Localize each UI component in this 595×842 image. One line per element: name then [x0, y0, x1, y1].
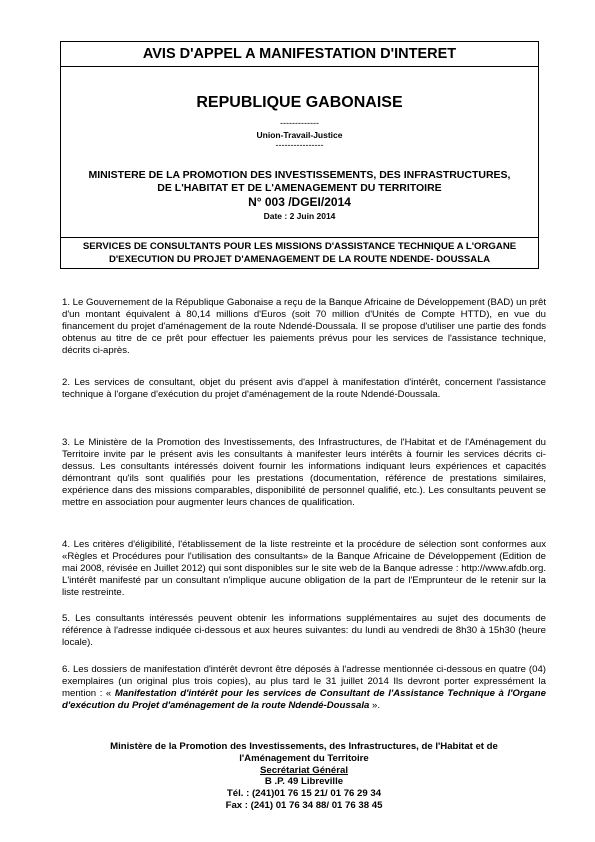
- services-title-line2: D'EXECUTION DU PROJET D'AMENAGEMENT DE LA ROUTE NDENDE- DOUSSALA: [108, 253, 491, 265]
- services-title-line1: SERVICES DE CONSULTANTS POUR LES MISSIONS D'ASSISTANCE TECHNIQUE A L'ORGANE: [82, 241, 517, 252]
- paragraph-6-text: 6. Les dossiers de manifestation d'intérêt devront être déposés à l'adresse mentionnée ci-dessous en quatre (04) exemplaires (un original plus trois copies), au plus tard le 31 juillet 2014 Ils devront porter expressément la mention : «: [62, 664, 546, 699]
- contact-fax: Fax : (241) 01 76 34 88/ 01 76 38 45: [225, 799, 383, 811]
- contact-phone: Tél. : (241)01 76 15 21/ 01 76 29 34: [226, 788, 382, 800]
- paragraph-5: 5. Les consultants intéressés peuvent obtenir les informations supplémentaires au sujet des documents de référence à l'adresse indiquée ci-dessous et aux heures suivantes: du lundi au vendredi de 8h30 à 15h30 (heure locale).: [62, 613, 546, 648]
- header-box: [60, 41, 539, 269]
- ministry-name-line1: MINISTERE DE LA PROMOTION DES INVESTISSEMENTS, DES INFRASTRUCTURES,: [88, 169, 511, 181]
- paragraph-6-emphasis: Manifestation d'intérêt pour les services de Consultant de l'Assistance Technique à l'Organe d'exécution du Projet d'aménagement de la route Ndendé-Doussala: [62, 688, 546, 711]
- ministry-name-line2: DE L'HABITAT ET DE L'AMENAGEMENT DU TERRITOIRE: [157, 182, 442, 194]
- paragraph-1: 1. Le Gouvernement de la République Gabonaise a reçu de la Banque Africaine de Développement (BAD) un prêt d'un montant équivalent à 80,14 millions d'Euros (soit 70 million d'Unités de Compte HTTD), en vue du financement du projet d'aménagement de la route Ndendé-Doussala. Il se propose d'utiliser une partie des fonds obtenus au titre de ce prêt pour effectuer les paiements prévus pour les services de l'assistance technique, décrits ci-après.: [62, 297, 546, 356]
- contact-ministry-line1: Ministère de la Promotion des Investissements, des Infrastructures, de l'Habitat et de: [110, 741, 498, 752]
- contact-block: [62, 741, 546, 812]
- paragraph-4: 4. Les critères d'éligibilité, l'établissement de la liste restreinte et la procédure de sélection sont conformes aux «Règles et Procédures pour l'utilisation des consultants» de la Banque Africaine de Développement (Edition de mai 2008, révisée en Juillet 2012) qui sont disponibles sur le site web de la Banque adresse : http://www.afdb.org. L'intérêt manifesté par un consultant n'implique aucune obligation de la part de l'Emprunteur de le retenir sur la liste restreinte.: [62, 539, 546, 598]
- notice-date: Date : 2 Juin 2014: [263, 211, 336, 221]
- paragraph-6-end: ».: [369, 700, 381, 711]
- paragraph-3: 3. Le Ministère de la Promotion des Investissements, des Infrastructures, de l'Habitat et de l'Aménagement du Territoire invite par le présent avis les consultants à manifester leurs intérêts à fournir les services décrits ci-dessus. Les consultants intéressés doivent fournir les informations indiquant leurs expériences et capacités démontrant qu'ils sont qualifiés pour les prestations (documentation, référence de prestations similaires, expérience dans des missions comparables, disponibilité de personnel qualifié, etc.). Les consultants peuvent se mettre en association pour augmenter leurs chances de qualification.: [62, 437, 546, 508]
- notice-title: AVIS D'APPEL A MANIFESTATION D'INTERET: [61, 42, 538, 67]
- services-title: [61, 237, 538, 266]
- national-motto: Union-Travail-Justice: [256, 130, 343, 140]
- divider-bottom: ----------------: [275, 140, 324, 150]
- contact-ministry-line2: l'Aménagement du Territoire: [239, 752, 369, 764]
- republic-title: REPUBLIQUE GABONAISE: [196, 94, 403, 111]
- paragraph-2: 2. Les services de consultant, objet du présent avis d'appel à manifestation d'intérêt, concernent l'assistance technique à l'organe d'exécution du projet d'aménagement de la route Ndendé-Doussala.: [62, 377, 546, 400]
- divider-top: -------------: [280, 118, 319, 128]
- contact-secretariat: Secrétariat Général: [260, 764, 348, 776]
- paragraph-6: [62, 664, 546, 712]
- reference-number: N° 003 /DGEI/2014: [248, 195, 351, 209]
- contact-postal-box: B .P. 49 Libreville: [264, 776, 344, 788]
